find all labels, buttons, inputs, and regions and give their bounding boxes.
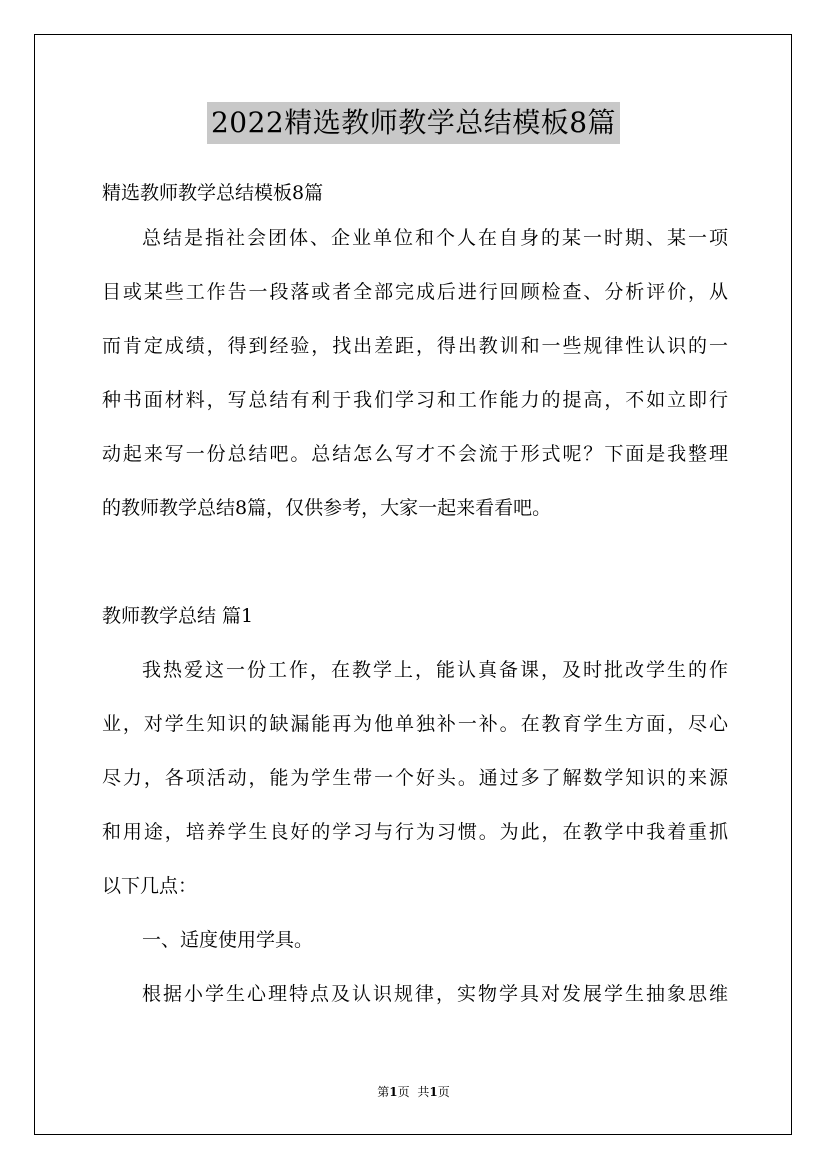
section-heading: 教师教学总结 篇1 [102, 605, 254, 627]
document-body [102, 175, 728, 1021]
footer-total-suffix: 页 [437, 1085, 450, 1099]
footer-page-suffix: 页 [397, 1085, 410, 1099]
section-line-4: 和用途，培养学生良好的学习与行为习惯。为此，在教学中我着重抓 [102, 821, 728, 843]
intro-line-5: 动起来写一份总结吧。总结怎么写才不会流于形式呢？下面是我整理 [102, 443, 728, 465]
footer-page-number: 1 [389, 1085, 398, 1099]
title-container [0, 102, 827, 144]
paragraph-spacer [102, 535, 728, 589]
intro-line-6: 的教师教学总结8篇，仅供参考，大家一起来看看吧。 [102, 497, 552, 519]
footer-total-pages: 1 [429, 1085, 438, 1099]
document-title: 2022精选教师教学总结模板8篇 [207, 102, 620, 144]
intro-line-3: 而肯定成绩，得到经验，找出差距，得出教训和一些规律性认识的一 [102, 335, 728, 357]
section-line-1: 我热爱这一份工作，在教学上，能认真备课，及时批改学生的作 [142, 659, 728, 681]
page-footer [0, 1083, 827, 1100]
section-line-2: 业，对学生知识的缺漏能再为他单独补一补。在教育学生方面，尽心 [102, 713, 728, 735]
point-one: 一、适度使用学具。 [142, 929, 314, 951]
document-subtitle: 精选教师教学总结模板8篇 [102, 182, 324, 204]
last-line: 根据小学生心理特点及认识规律，实物学具对发展学生抽象思维 [142, 983, 728, 1005]
section-line-5: 以下几点： [102, 875, 198, 897]
intro-line-2: 目或某些工作告一段落或者全部完成后进行回顾检查、分析评价，从 [102, 281, 728, 303]
intro-line-1: 总结是指社会团体、企业单位和个人在自身的某一时期、某一项 [142, 227, 728, 249]
intro-line-4: 种书面材料，写总结有利于我们学习和工作能力的提高，不如立即行 [102, 389, 728, 411]
section-line-3: 尽力，各项活动，能为学生带一个好头。通过多了解数学知识的来源 [102, 767, 728, 789]
footer-page-prefix: 第 [377, 1085, 390, 1099]
footer-total-prefix: 共 [417, 1085, 430, 1099]
